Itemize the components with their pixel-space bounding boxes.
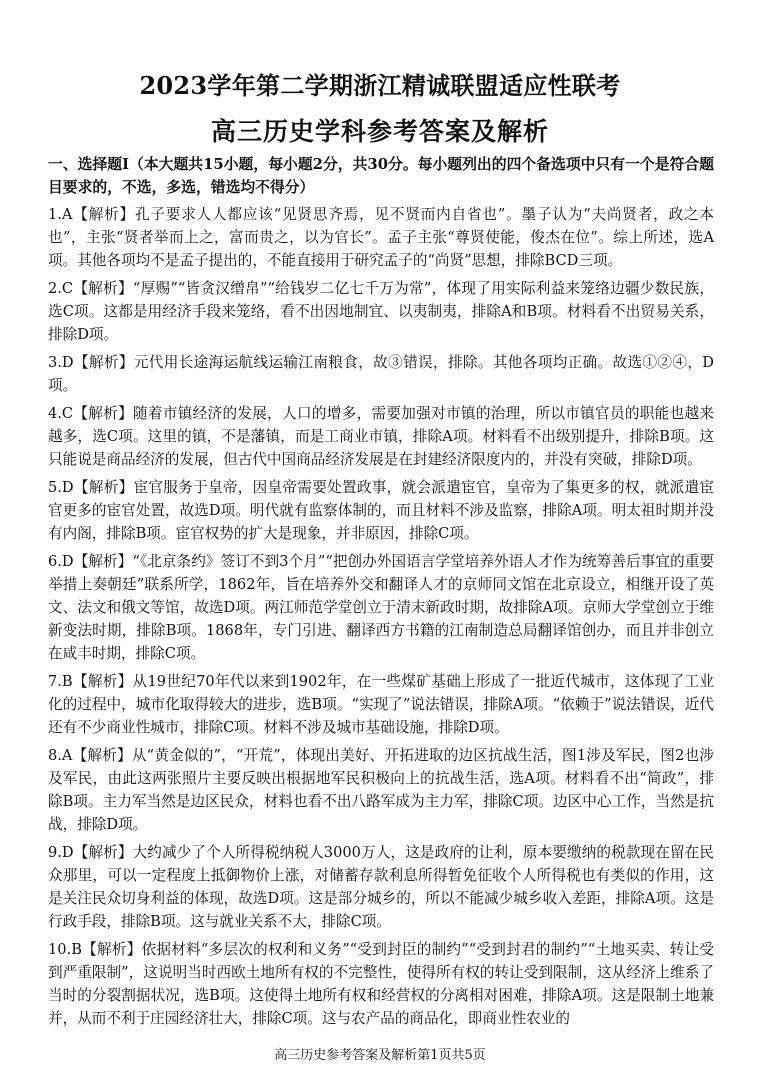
answer-item-1: 1.A【解析】孔子要求人人都应该“见贤思齐焉，见不贤而内自省也”。墨子认为“夫尚贤者，政之本也”，主张“贤者举而上之，富而贵之，以为官长”。孟子主张“尊贤使能，俊杰在位”。综上所述，选A项。其他各项均不是孟子提出的，不能直接用于研究孟子的“尚贤”思想，排除BCD三项。 [48,206,714,269]
answer-item-7: 7.B【解析】从19世纪70年代以来到1902年，在一些煤矿基础上形成了一批近代城市，这体现了工业化的过程中，城市化取得较大的进步，选B项。“实现了”说法错误，排除A项。“依赖于”说法错误，近代还有不少商业性城市，排除C项。材料不涉及城市基础设施，排除D项。 [48,673,714,736]
answer-item-8: 8.A【解析】从“黄金似的”，“开荒”，体现出美好、开拓进取的边区抗战生活，图1涉及军民，图2也涉及军民，由此这两张照片主要反映出根据地军民积极向上的抗战生活，选A项。材料看不出“简政”，排除B项。主力军当然是边区民众，材料也看不出八路军成为主力军，排除C项。边区中心工作，当然是抗战，排除D项。 [48,747,714,833]
answer-item-9: 9.D【解析】大约减少了个人所得税纳税人3000万人，这是政府的让利，原本要缴纳的税款现在留在民众那里，可以一定程度上抵御物价上涨，对储蓄存款利息所得暂免征收个人所得税也有类似的作用，这是关注民众切身利益的体现，故选D项。这是部分城乡的，所以不能减少城乡收入差距，排除A项。这是行政手段，排除B项。这与就业关系不大，排除C项。 [48,844,714,930]
section-heading: 一、选择题Ⅰ（本大题共15小题，每小题2分，共30分。每小题列出的四个备选项中只有一个是符合题目要求的，不选，多选，错选均不得分） [48,156,714,196]
page-footer: 高三历史参考答案及解析第1页共5页 [274,1048,486,1063]
document-title: 2023学年第二学期浙江精诚联盟适应性联考 [139,71,621,100]
answer-item-5: 5.D【解析】宦官服务于皇帝，因皇帝需要处置政事，就会派遣宦官，皇帝为了集更多的权，就派遣宦官更多的宦官处置，故选D项。明代就有监察体制的，而且材料不涉及监察，排除A项。明太祖时期并没有内阁，排除B项。宦官权势的扩大是现象，并非原因，排除C项。 [48,479,714,542]
answer-item-10: 10.B【解析】依据材料“多层次的权利和义务”“受到封臣的制约”“受到封君的制约”“土地买卖、转让受到严重限制”，这说明当时西欧土地所有权的不完整性，使得所有权的转让受到限制，这从经济上维系了当时的分裂割据状况，选B项。这使得土地所有权和经营权的分离相对困难，排除A项。这是限制土地兼并，从而不利于庄园经济壮大，排除C项。这与农产品的商品化，即商业性农业的 [48,941,714,1027]
answer-item-4: 4.C【解析】随着市镇经济的发展，人口的增多，需要加强对市镇的治理，所以市镇官员的职能也越来越多，选C项。这里的镇，不是藩镇，而是工商业市镇，排除A项。材料看不出级别提升，排除B项。这只能说是商品经济的发展，但古代中国商品经济发展是在封建经济限度内的，并没有突破，排除D项。 [48,405,714,468]
answer-content [48,154,714,1035]
answer-item-3: 3.D【解析】元代用长途海运航线运输江南粮食，故③错误，排除。其他各项均正确。故选①②④，D项。 [48,354,714,394]
answer-item-6: 6.D【解析】“《北京条约》签订不到3个月”“把创办外国语言学堂培养外语人才作为统筹善后事宜的重要举措上奏朝廷”联系所学，1862年，旨在培养外交和翻译人才的京师同文馆在北京设立，相继开设了英文、法文和俄文等馆，故选D项。两江师范学堂创立于清末新政时期，故排除A项。京师大学堂创立于维新变法时期，排除B项。1868年，专门引进、翻译西方书籍的江南制造总局翻译馆创办，而且并非创立在咸丰时期，排除C项。 [48,553,714,662]
answer-item-2: 2.C【解析】“厚赐”“皆贪汉缯帛”“给钱岁二亿七千万为常”，体现了用实际利益来笼络边疆少数民族，选C项。这都是用经济手段来笼络，看不出因地制宜、以夷制夷，排除A和B项。材料看不出贸易关系，排除D项。 [48,280,714,343]
document-subtitle: 高三历史学科参考答案及解析 [210,117,549,146]
